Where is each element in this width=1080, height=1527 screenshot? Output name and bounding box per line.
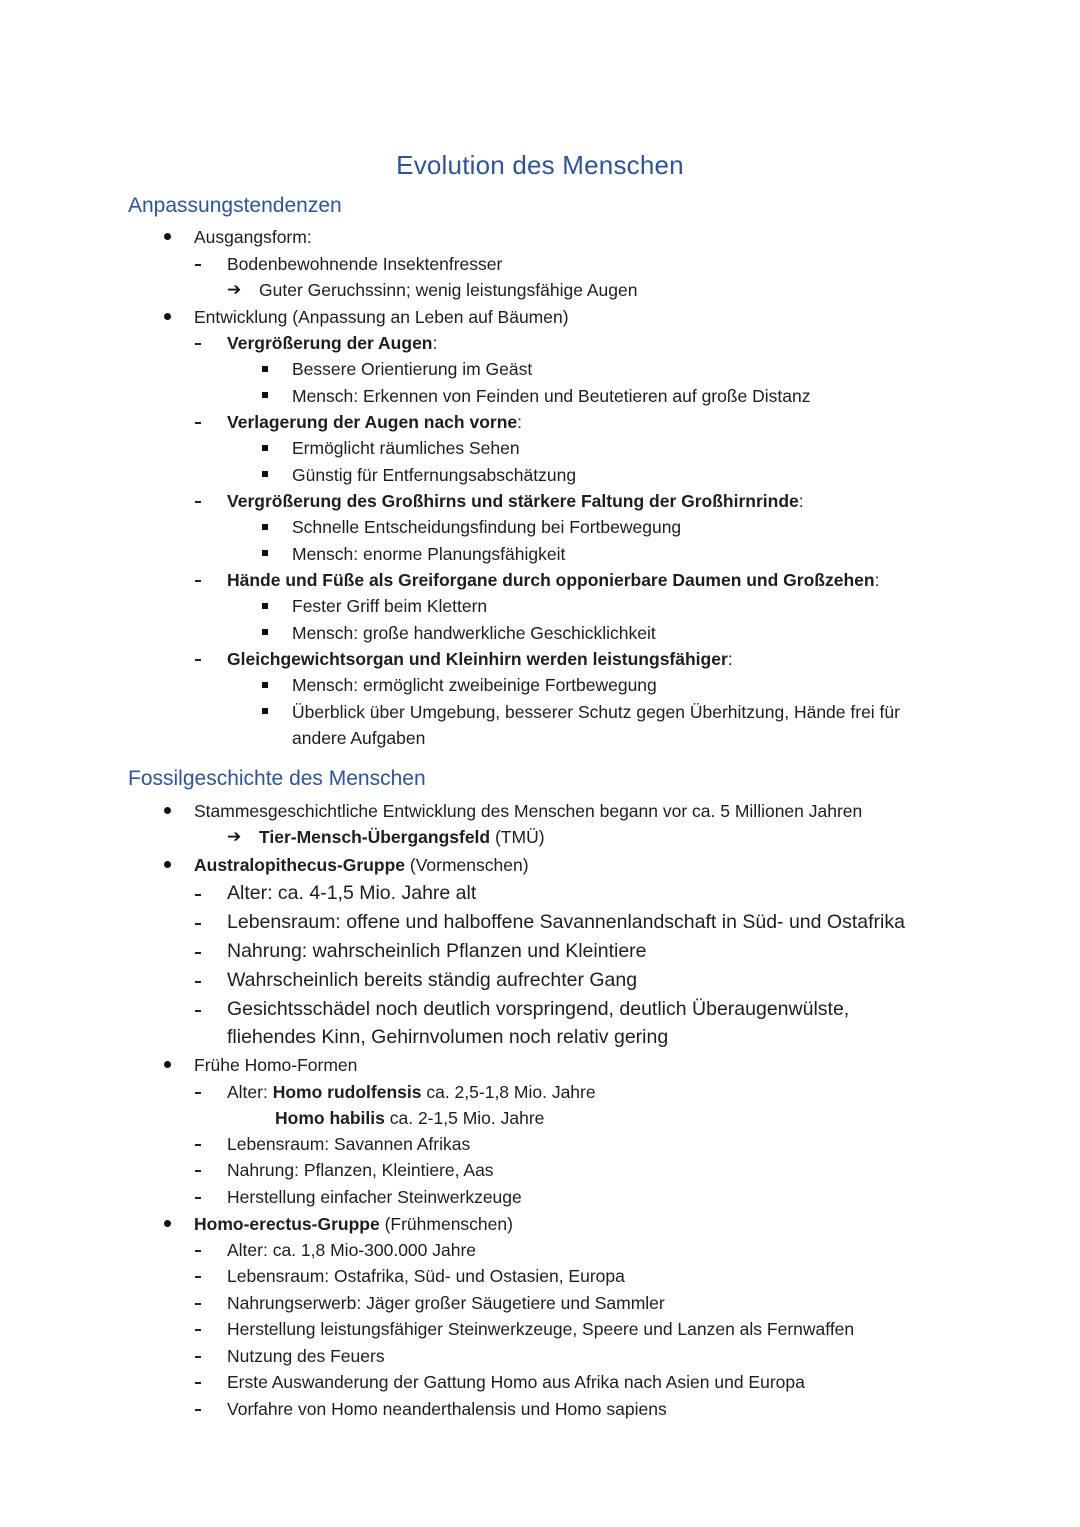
list-item-continuation: Homo habilis ca. 2-1,5 Mio. Jahre	[275, 1108, 545, 1128]
list-item: Herstellung einfacher Steinwerkzeuge	[227, 1187, 522, 1207]
dash-marker	[195, 422, 201, 424]
list-item: Fester Griff beim Klettern	[292, 596, 488, 616]
dash-marker	[195, 1197, 201, 1199]
list-item: Nutzung des Feuers	[227, 1346, 385, 1366]
dash-marker	[195, 1356, 201, 1358]
square-bullet	[262, 471, 268, 477]
list-item: Tier-Mensch-Übergangsfeld (TMÜ)	[259, 827, 545, 847]
list-item: Günstig für Entfernungsabschätzung	[292, 465, 577, 485]
dash-marker	[195, 580, 201, 582]
list-item: Gleichgewichtsorgan und Kleinhirn werden leistungsfähiger:	[227, 649, 733, 669]
dash-marker	[195, 1144, 201, 1146]
list-item: Bessere Orientierung im Geäst	[292, 359, 533, 379]
dash-marker	[195, 981, 201, 983]
page-title: Evolution des Menschen	[396, 150, 684, 180]
list-item: Stammesgeschichtliche Entwicklung des Menschen begann vor ca. 5 Millionen Jahren	[194, 801, 863, 821]
list-item: Lebensraum: offene und halboffene Savannenlandschaft in Süd- und Ostafrika	[227, 911, 905, 933]
list-item: Guter Geruchssinn; wenig leistungsfähige Augen	[259, 280, 638, 300]
list-item: Verlagerung der Augen nach vorne:	[227, 412, 522, 432]
dash-marker	[195, 1092, 201, 1094]
list-item: Australopithecus-Gruppe (Vormenschen)	[194, 855, 529, 875]
square-bullet	[262, 603, 268, 609]
bullet	[164, 1220, 171, 1227]
dash-marker	[195, 923, 201, 925]
square-bullet	[262, 629, 268, 635]
list-item: Erste Auswanderung der Gattung Homo aus Afrika nach Asien und Europa	[227, 1372, 805, 1392]
list-item: Lebensraum: Savannen Afrikas	[227, 1134, 471, 1154]
list-item: Vorfahre von Homo neanderthalensis und Homo sapiens	[227, 1399, 667, 1419]
dash-marker	[195, 1010, 201, 1012]
square-bullet	[262, 366, 268, 372]
list-item: Alter: ca. 4-1,5 Mio. Jahre alt	[227, 882, 477, 904]
list-item: Frühe Homo-Formen	[194, 1055, 358, 1075]
list-item: Herstellung leistungsfähiger Steinwerkzeuge, Speere und Lanzen als Fernwaffen	[227, 1319, 855, 1339]
dash-marker	[195, 1170, 201, 1172]
bullet	[164, 313, 171, 320]
list-item: Lebensraum: Ostafrika, Süd- und Ostasien, Europa	[227, 1266, 625, 1286]
list-item: Mensch: ermöglicht zweibeinige Fortbewegung	[292, 675, 657, 695]
list-item: Entwicklung (Anpassung an Leben auf Bäumen)	[194, 307, 569, 327]
square-bullet	[262, 445, 268, 451]
dash-marker	[195, 659, 201, 661]
list-item: Ausgangsform:	[194, 227, 312, 247]
dash-marker	[195, 264, 201, 266]
list-item: Homo-erectus-Gruppe (Frühmenschen)	[194, 1214, 513, 1234]
square-bullet	[262, 392, 268, 398]
square-bullet	[262, 524, 268, 530]
square-bullet	[262, 708, 268, 714]
square-bullet	[262, 550, 268, 556]
dash-marker	[195, 1276, 201, 1278]
section-heading-fossil: Fossilgeschichte des Menschen	[128, 767, 426, 790]
list-item-continuation: andere Aufgaben	[292, 728, 426, 748]
list-item: Alter: ca. 1,8 Mio-300.000 Jahre	[227, 1240, 477, 1260]
dash-marker	[195, 952, 201, 954]
dash-marker	[195, 1303, 201, 1305]
arrow-icon: ➔	[227, 280, 242, 299]
list-item: Alter: Homo rudolfensis ca. 2,5-1,8 Mio. Jahre	[227, 1082, 596, 1102]
list-item: Ermöglicht räumliches Sehen	[292, 438, 520, 458]
dash-marker	[195, 1329, 201, 1331]
list-item: Mensch: Erkennen von Feinden und Beutetieren auf große Distanz	[292, 386, 811, 406]
bullet	[164, 861, 171, 868]
list-item: Schnelle Entscheidungsfindung bei Fortbewegung	[292, 517, 682, 537]
bullet	[164, 233, 171, 240]
dash-marker	[195, 1409, 201, 1411]
list-item: Mensch: große handwerkliche Geschicklichkeit	[292, 623, 656, 643]
list-item-continuation: fliehendes Kinn, Gehirnvolumen noch relativ gering	[227, 1026, 669, 1048]
bullet	[164, 807, 171, 814]
list-item: Nahrung: Pflanzen, Kleintiere, Aas	[227, 1160, 494, 1180]
list-item: Überblick über Umgebung, besserer Schutz gegen Überhitzung, Hände frei für	[292, 702, 900, 722]
list-item: Nahrungserwerb: Jäger großer Säugetiere und Sammler	[227, 1293, 665, 1313]
list-item: Vergrößerung der Augen:	[227, 333, 438, 353]
dash-marker	[195, 1250, 201, 1252]
dash-marker	[195, 894, 201, 896]
list-item: Mensch: enorme Planungsfähigkeit	[292, 544, 566, 564]
list-item: Wahrscheinlich bereits ständig aufrechter Gang	[227, 969, 638, 991]
dash-marker	[195, 343, 201, 345]
square-bullet	[262, 682, 268, 688]
list-item: Gesichtsschädel noch deutlich vorspringend, deutlich Überaugenwülste,	[227, 998, 850, 1020]
list-item: Nahrung: wahrscheinlich Pflanzen und Kleintiere	[227, 940, 647, 962]
dash-marker	[195, 501, 201, 503]
dash-marker	[195, 1382, 201, 1384]
arrow-icon: ➔	[227, 827, 242, 846]
list-item: Bodenbewohnende Insektenfresser	[227, 254, 503, 274]
section-heading-anpassung: Anpassungstendenzen	[128, 194, 342, 217]
list-item: Hände und Füße als Greiforgane durch opponierbare Daumen und Großzehen:	[227, 570, 880, 590]
list-item: Vergrößerung des Großhirns und stärkere Faltung der Großhirnrinde:	[227, 491, 804, 511]
bullet	[164, 1061, 171, 1068]
